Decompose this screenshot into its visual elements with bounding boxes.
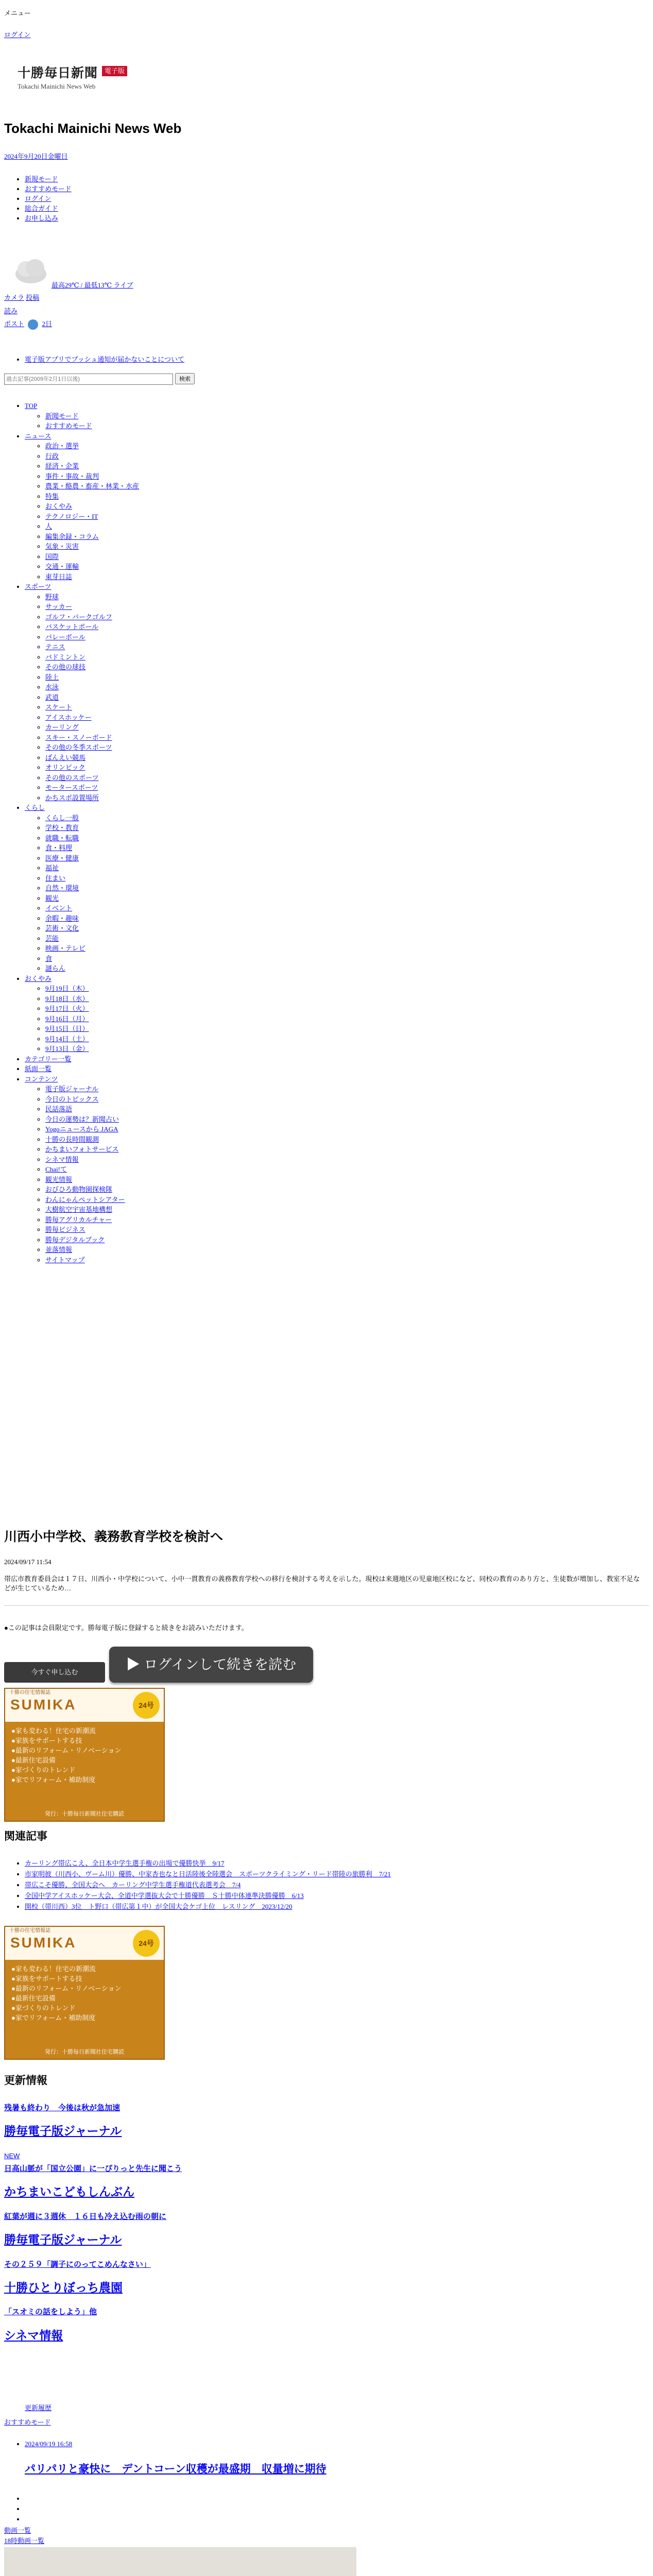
update-row	[4, 2233, 365, 2247]
nav-sports-item[interactable]: その他の球技	[45, 663, 86, 671]
nav-life-item[interactable]: 食	[45, 954, 53, 962]
sumika-banner-2[interactable]	[4, 1926, 165, 2060]
nav-life-item[interactable]: 医療・健康	[45, 854, 79, 862]
nav-contents-item[interactable]: 電子版ジャーナル	[45, 1085, 99, 1093]
nav-contents-item[interactable]: 今日の運勢は？新聞占い	[45, 1115, 119, 1123]
update-row	[4, 2103, 365, 2113]
top-nav-item[interactable]: 総合ガイド	[25, 205, 58, 212]
related-item[interactable]: カーリング帯広こえ、全日本中学生選手権の出場で優勝快挙 9/17	[25, 1859, 225, 1867]
logo-jp: 十勝毎日新聞	[18, 66, 98, 80]
update-row	[4, 2260, 365, 2269]
banner-badge: 24号	[133, 1930, 160, 1957]
nav-sports-item[interactable]: テニス	[45, 643, 65, 651]
nav-sports-item[interactable]: スキー・スノーボード	[45, 733, 112, 741]
nav-life-item[interactable]: 住まい	[45, 874, 66, 882]
nav-contents-item[interactable]: サイトマップ	[45, 1256, 85, 1264]
nav-obit-item[interactable]: 9月17日（火）	[45, 1005, 89, 1012]
date-label[interactable]: 2024年9月20日金曜日	[4, 152, 68, 160]
feature-date-list	[4, 2440, 72, 2448]
site-title: Tokachi Mainichi News Web	[4, 121, 182, 136]
photo-wall	[4, 2547, 356, 2576]
nav-sports-item[interactable]: モータースポーツ	[45, 784, 98, 791]
nav-obit-item[interactable]: 9月14日（土）	[45, 1035, 89, 1043]
nav-life-item[interactable]: 就職・転職	[45, 834, 79, 842]
nav-sports-children	[25, 592, 139, 803]
feature-bullet	[25, 2514, 26, 2524]
nav-sports-item[interactable]: ばんえい競馬	[45, 753, 86, 761]
nav-contents-item[interactable]: Chai!て	[45, 1165, 67, 1173]
update-row	[4, 2307, 365, 2317]
nav-news-item[interactable]: おくやみ	[45, 502, 73, 510]
feature-date[interactable]: 2024/09/19 16:58	[25, 2440, 73, 2448]
update-item[interactable]: 「スオミの話をしよう」他	[4, 2308, 97, 2317]
search-bar	[4, 373, 195, 385]
nav-news[interactable]: ニュース	[25, 432, 51, 440]
nav-news-item[interactable]: 国際	[45, 552, 59, 561]
feature-headline[interactable]: パリパリと豪快に デントコーン収穫が最盛期 収量増に期待	[25, 2463, 326, 2475]
nav-contents-item[interactable]: 勝毎ビジネス	[45, 1226, 85, 1233]
members-notice: ●この記事は会員限定です。勝毎電子版に登録すると続きをお読みいただけます。	[4, 1624, 248, 1632]
banner-tag: 十勝の住宅情報誌	[9, 1928, 50, 1934]
updates-list	[4, 2103, 365, 2355]
banner-lines	[5, 1960, 164, 2023]
related-title: 関連記事	[4, 1831, 47, 1842]
banner-line: ●家族をサポートする技	[11, 1737, 82, 1744]
update-history-link[interactable]: 更新履歴	[25, 2404, 52, 2412]
nav-life-item[interactable]: 学校・教育	[45, 824, 79, 832]
banner-top	[5, 1689, 164, 1722]
related-list	[4, 1858, 391, 1912]
nav-sports-item[interactable]: 陸上	[45, 673, 59, 681]
banner-top	[5, 1927, 164, 1960]
update-item[interactable]: NEW	[4, 2151, 20, 2160]
banner-line: ●家づくりのトレンド	[11, 2004, 76, 2012]
nav-news-item[interactable]: 気象・災害	[45, 543, 79, 550]
banner-line: ●最新住宅設備	[11, 1756, 56, 1764]
nav-obit-item[interactable]: 9月15日（日）	[45, 1025, 89, 1032]
related-item[interactable]: 市家明彼（川西小、ヴーム川）優勝、中家杏也なと日活陸後全陸選会 スポーツクライミング・リード帯陸の旅勝利 7/21	[25, 1870, 391, 1878]
update-row	[4, 2212, 365, 2222]
nav-life-item[interactable]: 謎らん	[45, 964, 66, 972]
nav-contents-item[interactable]: わんにゃんペットシアター	[45, 1195, 125, 1204]
nav-sports-item[interactable]: スケート	[45, 703, 73, 711]
banner-logo: SUMIKA	[10, 1935, 77, 1951]
banner-lines	[5, 1722, 164, 1785]
article-timestamp: 2024/09/17 11:54	[4, 1558, 51, 1566]
nav-news-item[interactable]: 特集	[45, 492, 59, 500]
logo-en: Tokachi Mainichi News Web	[18, 82, 96, 90]
globe-icon	[28, 319, 38, 330]
nav-sports-item[interactable]: バスケットボール	[45, 623, 99, 631]
nav-news-children	[25, 441, 139, 582]
related-item[interactable]: 開校（帯川西）3位 ト野口（帯広第１中）が全国大会ケゴ上位 レスリング 2023/12/20	[25, 1903, 293, 1910]
related-item[interactable]: 全国中学アイスホッケー大会、全道中学選抜大会で十勝優勝 Ｓ十勝中体連準決勝優勝 6/13	[25, 1892, 304, 1900]
site-logo[interactable]	[18, 66, 167, 98]
nav-life-item[interactable]: 食・料理	[45, 844, 73, 852]
nav-contents-item[interactable]: 民話落語	[45, 1105, 73, 1113]
top-nav	[4, 174, 72, 223]
top-nav-item[interactable]: ログイン	[25, 195, 51, 202]
nav-sports-item[interactable]: サッカー	[45, 603, 72, 611]
count-link[interactable]: 2日	[42, 319, 53, 328]
banner-line: ●最新のリフォーム・リノベーション	[11, 1985, 122, 1992]
read-link[interactable]: 読み	[4, 307, 18, 315]
nav-news-item[interactable]: テクノロジー・IT	[45, 512, 98, 520]
nav-news-item[interactable]: 経済・企業	[45, 462, 79, 470]
nav-contents-item[interactable]: かちまいフォトサービス	[45, 1145, 119, 1153]
nav-contents-item[interactable]: 今日のトピックス	[45, 1095, 99, 1103]
nav-sports-item[interactable]: ゴルフ・パークゴルフ	[45, 613, 112, 621]
nav-contents-item[interactable]: 大樹航空宇宙基地構想	[45, 1206, 113, 1213]
update-row	[4, 2329, 365, 2343]
nav-paper[interactable]: 紙面一覧	[25, 1065, 52, 1073]
notice-list	[4, 355, 184, 364]
nav-life-item[interactable]: イベント	[45, 904, 73, 912]
nav-life-item[interactable]: くらし一般	[45, 814, 79, 822]
recommend-link[interactable]: おすすめモード	[4, 2418, 51, 2426]
nav-sports-item[interactable]: バレーボール	[45, 633, 85, 641]
nav-sports-item[interactable]: オリンピック	[45, 764, 85, 771]
update-row	[4, 2164, 365, 2174]
nav-life-item[interactable]: 福祉	[45, 864, 59, 872]
update-item[interactable]: 紅葉が週に３週休 １６日も冷え込む雨の朝に	[4, 2212, 167, 2221]
update-item[interactable]: シネマ情報	[4, 2328, 63, 2342]
subscribe-button[interactable]: 今すぐ申し込む	[4, 1662, 105, 1683]
update-row	[4, 2185, 365, 2199]
nav-contents-children	[25, 1084, 139, 1265]
post2-link[interactable]: ポスト	[4, 319, 25, 328]
divider	[4, 1605, 649, 1606]
nav-contents-item[interactable]: シネマ情報	[45, 1155, 79, 1163]
banner-badge: 24号	[133, 1692, 160, 1719]
nav-news-item[interactable]: 事件・事故・裁判	[45, 472, 99, 480]
nav-obit[interactable]: おくやみ	[25, 974, 52, 982]
nav-top-children	[25, 411, 139, 431]
nav-life[interactable]: くらし	[25, 804, 45, 811]
top-nav-item[interactable]: おすすめモード	[25, 185, 72, 193]
article-headline: 川西小中学校、義務教育学校を検討へ	[4, 1530, 224, 1544]
nav-category[interactable]: カテゴリー一覧	[25, 1055, 72, 1063]
banner-line: ●家も変わる！住宅の新潮流	[11, 1965, 96, 1973]
update-item[interactable]: 十勝ひとりぼっち農園	[4, 2280, 123, 2294]
nav-life-item[interactable]: 芸術・文化	[45, 924, 79, 932]
weather-link[interactable]: 最高29℃ / 最低13℃ ライブ	[51, 281, 133, 289]
nav-life-children	[25, 813, 139, 974]
nav-news-item[interactable]: 東芽日誌	[45, 572, 73, 581]
nav-contents-item[interactable]: 観光情報	[45, 1175, 73, 1183]
banner-logo: SUMIKA	[10, 1697, 77, 1713]
update-item[interactable]: 勝毎電子版ジャーナル	[4, 2232, 122, 2246]
nav-life-item[interactable]: 自然・環境	[45, 884, 79, 892]
update-item[interactable]: 勝毎電子版ジャーナル	[4, 2124, 122, 2138]
camera-link[interactable]: カメラ	[4, 294, 25, 301]
nav-sports-item[interactable]: 水泳	[45, 683, 59, 691]
cloud-icon	[11, 257, 48, 285]
banner-line: ●家でリフォーム・補助制度	[11, 1776, 96, 1784]
feature-bullet	[25, 2504, 26, 2514]
banner-line: ●家族をサポートする技	[11, 1975, 82, 1982]
update-row	[4, 2151, 365, 2161]
nav-life-item[interactable]: 余暇・趣味	[45, 914, 79, 922]
update-item[interactable]: 残暑も終わり 今後は秋が急加速	[4, 2104, 121, 2112]
nav-contents-item[interactable]: 勝毎デジタルブック	[45, 1235, 105, 1244]
update-item[interactable]: 日高山脈が「国立公園」に一ぴりっと先生に聞こう	[4, 2164, 182, 2173]
nav-life-item[interactable]: 芸能	[45, 934, 59, 942]
nav-contents-item[interactable]: 並落情報	[45, 1246, 73, 1253]
search-input[interactable]	[4, 374, 173, 385]
post-link[interactable]: 投稿	[26, 294, 40, 301]
nav-tree	[4, 401, 139, 1265]
search-button[interactable]: 検索	[175, 373, 195, 384]
logo-tag: 電子版	[102, 66, 127, 76]
nav-news-item[interactable]: 政治・選挙	[45, 442, 79, 450]
nav-obit-item[interactable]: 9月13日（金）	[45, 1045, 89, 1053]
banner-tag: 十勝の住宅情報誌	[9, 1690, 50, 1696]
nav-sports-item[interactable]: 武道	[45, 693, 59, 701]
update-item[interactable]: かちまいこどもしんぶん	[4, 2185, 134, 2199]
nav-sports-item[interactable]: かちスポ設置場所	[45, 793, 99, 802]
feature-bullet	[25, 2494, 26, 2504]
nav-contents[interactable]: コンテンツ	[25, 1075, 58, 1083]
nav-news-item[interactable]: 交通・運輸	[45, 563, 79, 570]
nav-obit-children	[25, 984, 139, 1054]
video-list-link[interactable]: 動画一覧	[4, 2527, 31, 2534]
login-continue-button[interactable]: ▶ ログインして続きを読む	[109, 1647, 313, 1683]
banner-line: ●家でリフォーム・補助制度	[11, 2014, 96, 2022]
nav-sports-item[interactable]: その他の冬季スポーツ	[45, 743, 112, 751]
nav-contents-item[interactable]: 十勝の長時間観測	[45, 1135, 99, 1143]
nav-item[interactable]: おすすめモード	[45, 422, 92, 430]
nav-sports-item[interactable]: カーリング	[45, 723, 79, 731]
nav-contents-item[interactable]: 勝毎アグリカルチャー	[45, 1215, 112, 1224]
nav-item[interactable]: 新聞モード	[45, 412, 79, 420]
nav-news-item[interactable]: 人	[45, 522, 53, 530]
update-item[interactable]: その２５９「調子にのってこめんなさい」	[4, 2260, 151, 2269]
menu-label[interactable]: メニュー	[4, 9, 31, 17]
banner-line: ●家も変わる！住宅の新潮流	[11, 1727, 96, 1735]
banner-footer: 発行：十勝毎日新聞社住宅購読	[45, 1810, 124, 1817]
nav-news-item[interactable]: 農業・酪農・畜産・林業・水産	[45, 482, 140, 490]
nav-top[interactable]: TOP	[25, 402, 38, 410]
nav-sports[interactable]: スポーツ	[25, 583, 51, 590]
top-nav-item[interactable]: 新規モード	[25, 175, 58, 183]
nav-sports-item[interactable]: アイスホッケー	[45, 713, 92, 721]
nav-sports-item[interactable]: 野球	[45, 592, 59, 601]
nav-obit-item[interactable]: 9月16日（月）	[45, 1014, 89, 1023]
update-row	[4, 2124, 365, 2139]
app-notice-link[interactable]: 電子版アプリでプッシュ通知が届かないことについて	[25, 355, 185, 363]
sumika-banner[interactable]	[4, 1688, 165, 1822]
feature-photo[interactable]	[4, 2547, 356, 2576]
nav-obit-item[interactable]: 9月19日（木）	[45, 985, 89, 992]
nav-news-item[interactable]: 行政	[45, 452, 59, 460]
nav-life-item[interactable]: 観光	[45, 894, 59, 902]
updates-title: 更新情報	[4, 2075, 47, 2087]
banner-footer: 発行：十勝毎日新聞社住宅購読	[45, 2048, 124, 2055]
top-nav-item[interactable]: お申し込み	[25, 214, 59, 222]
login-link[interactable]: ログイン	[4, 31, 31, 39]
nav-life-item[interactable]: 映画・テレビ	[45, 944, 85, 952]
nav-contents-item[interactable]: Yogoニュースから JAGA	[45, 1125, 118, 1133]
camera-row	[4, 294, 39, 302]
nav-contents-item[interactable]: おびひろ動物園探検隊	[45, 1185, 113, 1193]
banner-line: ●最新住宅設備	[11, 1994, 56, 2002]
article-lead: 帯広市教育委員会は１７日、川西小・中学校について、小中一貫教育の義務教育学校への移行を検討する考えを示した。現校は来週地区の児童地区校になど、同校の教育のあり方と、生徒数が増加し、教室不足などが生じているため…	[4, 1575, 640, 1592]
banner-line: ●家づくりのトレンド	[11, 1766, 76, 1774]
video-link[interactable]: 18時動画一覧	[4, 2537, 45, 2545]
feature-bullets	[4, 2494, 26, 2524]
nav-sports-item[interactable]: バドミントン	[45, 653, 85, 661]
update-row	[4, 2281, 365, 2295]
nav-obit-item[interactable]: 9月18日（水）	[45, 994, 89, 1003]
nav-news-item[interactable]: 編集余録・コラム	[45, 532, 99, 540]
nav-sports-item[interactable]: その他のスポーツ	[45, 773, 99, 782]
banner-line: ●最新のリフォーム・リノベーション	[11, 1747, 122, 1754]
related-item[interactable]: 帯広こそ優勝、全国大会へ カーリング中学生選手権道代表選考会 7/4	[25, 1881, 241, 1889]
post2-row	[4, 319, 52, 330]
